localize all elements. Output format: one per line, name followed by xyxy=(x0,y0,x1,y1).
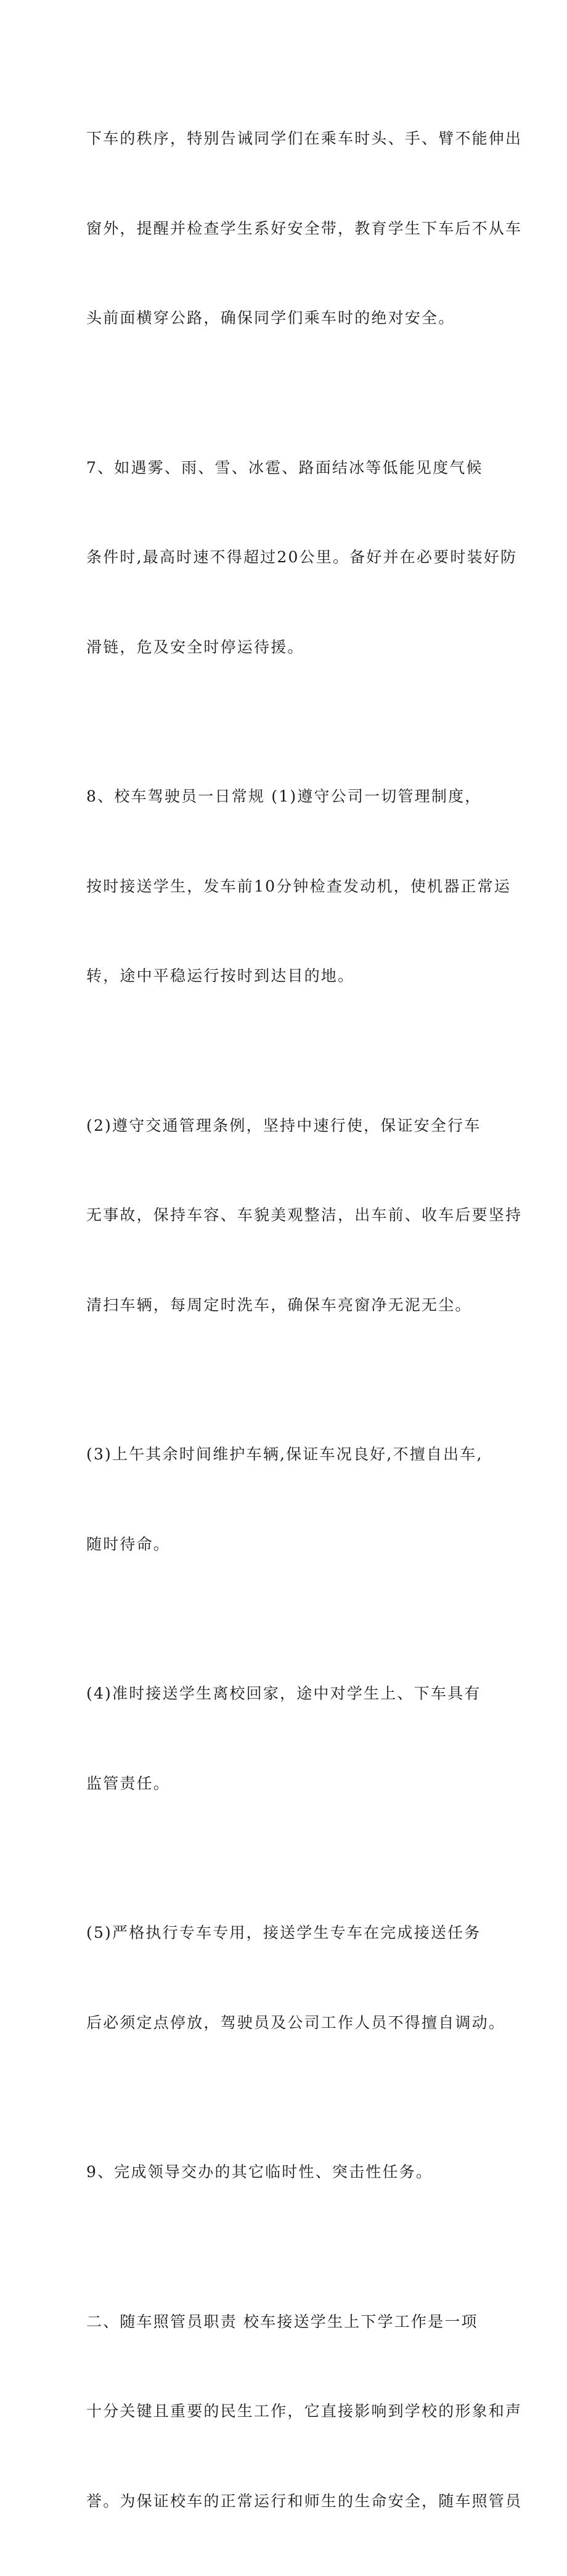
text-line: 无事故，保持车容、车貌美观整洁，出车前、收车后要坚持 xyxy=(86,1200,482,1231)
text-line: 下车的秩序，特别告诫同学们在乘车时头、手、臂不能伸出 xyxy=(86,124,482,154)
text-line: 窗外，提醒并检查学生系好安全带，教育学生下车后不从车 xyxy=(86,214,482,244)
paragraph-item-8-2 xyxy=(86,1051,482,1380)
text-line: 转，途中平稳运行按时到达目的地。 xyxy=(86,961,482,991)
text-line: 按时接送学生，发车前10分钟检查发动机，使机器正常运 xyxy=(86,872,482,902)
text-line: 条件时,最高时速不得超过20公里。备好并在必要时装好防 xyxy=(86,543,482,573)
text-line: 随时待命。 xyxy=(86,1530,482,1560)
text-line: 头前面横穿公路，确保同学们乘车时的绝对安全。 xyxy=(86,303,482,334)
text-line: 8、校车驾驶员一日常规 (1)遵守公司一切管理制度， xyxy=(86,782,482,812)
text-line: 监管责任。 xyxy=(86,1769,482,1799)
text-line: 9、完成领导交办的其它临时性、突击性任务。 xyxy=(86,2157,482,2188)
text-line: (2)遵守交通管理条例，坚持中速行使，保证安全行车 xyxy=(86,1111,482,1141)
text-line: 誉。为保证校车的正常运行和师生的生命安全，随车照管员 xyxy=(86,2487,482,2517)
document-body xyxy=(86,64,482,2576)
text-line: 7、如遇雾、雨、雪、冰雹、路面结冰等低能见度气候 xyxy=(86,453,482,483)
text-line: (3)上午其余时间维护车辆,保证车况良好,不擅自出车, xyxy=(86,1440,482,1470)
text-line: (4)准时接送学生离校回家，途中对学生上、下车具有 xyxy=(86,1679,482,1709)
paragraph-item-9 xyxy=(86,2098,482,2247)
text-line: 滑链，危及安全时停运待援。 xyxy=(86,633,482,663)
paragraph-item-8-5 xyxy=(86,1858,482,2098)
text-line: (5)严格执行专车专用，接送学生专车在完成接送任务 xyxy=(86,1918,482,1948)
text-line: 清扫车辆，每周定时洗车，确保车亮窗净无泥无尘。 xyxy=(86,1290,482,1321)
paragraph-boarding-order xyxy=(86,64,482,393)
paragraph-section-2 xyxy=(86,2247,482,2576)
paragraph-item-7 xyxy=(86,393,482,723)
paragraph-item-8 xyxy=(86,722,482,1051)
document-page xyxy=(0,0,567,803)
text-line: 后必须定点停放，驾驶员及公司工作人员不得擅自调动。 xyxy=(86,2008,482,2038)
text-line: 十分关键且重要的民生工作，它直接影响到学校的形象和声 xyxy=(86,2397,482,2427)
paragraph-item-8-3 xyxy=(86,1380,482,1619)
text-line: 二、随车照管员职责 校车接送学生上下学工作是一项 xyxy=(86,2307,482,2337)
paragraph-item-8-4 xyxy=(86,1619,482,1858)
